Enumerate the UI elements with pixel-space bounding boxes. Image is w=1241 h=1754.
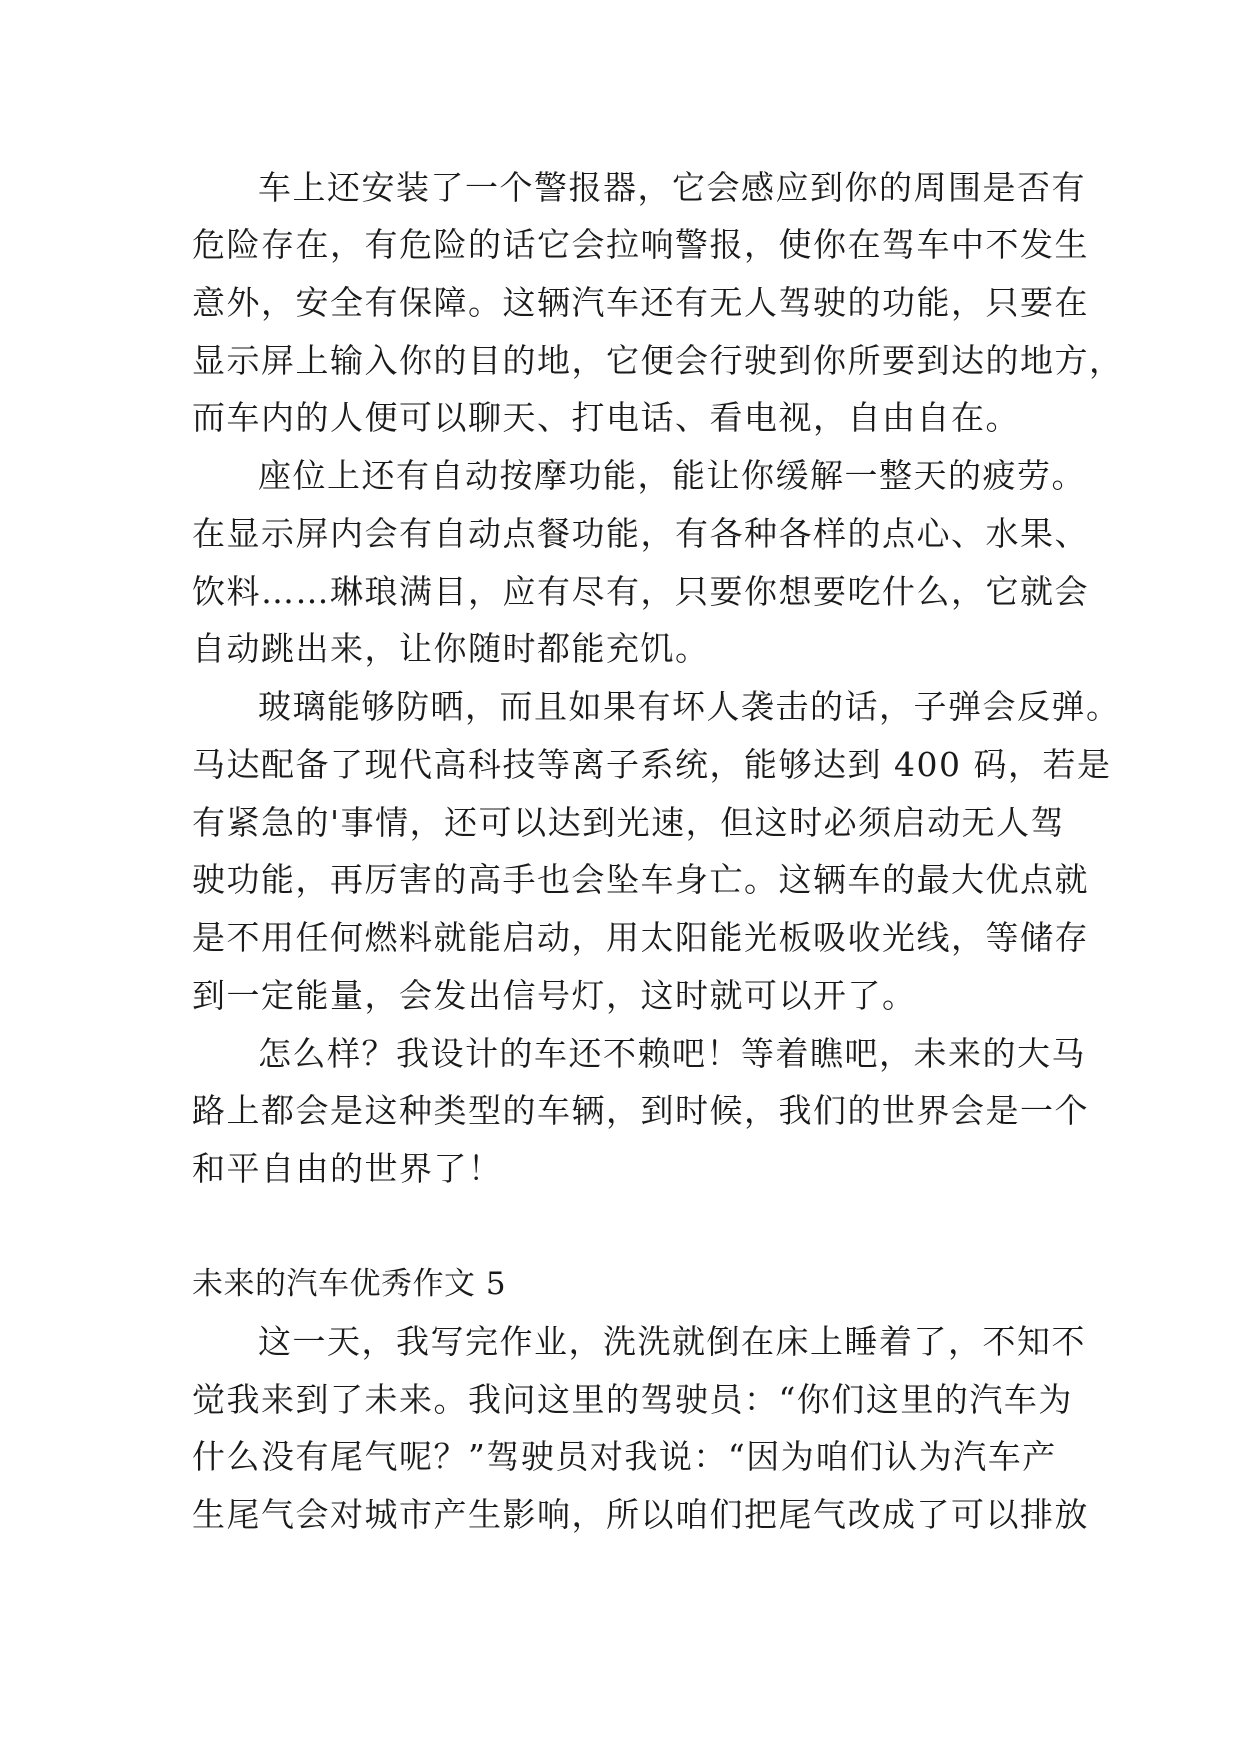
text-line: 觉我来到了未来。我问这里的驾驶员：“你们这里的汽车为 (192, 1380, 1073, 1419)
text-line: 在显示屏内会有自动点餐功能，有各种各样的点心、水果、 (192, 514, 1089, 553)
text-line: 驶功能，再厉害的高手也会坠车身亡。这辆车的最大优点就 (192, 860, 1089, 899)
text-line: 饮料……琳琅满目，应有尽有，只要你想要吃什么，它就会 (192, 572, 1089, 611)
text-line: 意外，安全有保障。这辆汽车还有无人驾驶的功能，只要在 (192, 283, 1089, 322)
text-line: 什么没有尾气呢？”驾驶员对我说：“因为咱们认为汽车产 (192, 1437, 1057, 1476)
text-line: 自动跳出来，让你随时都能充饥。 (192, 629, 710, 668)
text-line: 生尾气会对城市产生影响，所以咱们把尾气改成了可以排放 (192, 1495, 1089, 1534)
text-line: 玻璃能够防晒，而且如果有坏人袭击的话，子弹会反弹。 (258, 687, 1121, 726)
text-line: 而车内的人便可以聊天、打电话、看电视，自由自在。 (192, 398, 1020, 437)
text-line: 路上都会是这种类型的车辆，到时候，我们的世界会是一个 (192, 1091, 1089, 1130)
text-line: 危险存在，有危险的话它会拉响警报，使你在驾车中不发生 (192, 225, 1089, 264)
text-line: 是不用任何燃料就能启动，用太阳能光板吸收光线，等储存 (192, 918, 1089, 957)
text-line: 和平自由的世界了！ (192, 1149, 503, 1188)
text-line: 怎么样？我设计的车还不赖吧！等着瞧吧，未来的大马 (258, 1034, 1086, 1073)
text-line: 显示屏上输入你的目的地，它便会行驶到你所要到达的地方， (192, 341, 1124, 380)
section-title: 未来的汽车优秀作文 5 (192, 1266, 507, 1302)
text-line: 到一定能量，会发出信号灯，这时就可以开了。 (192, 976, 917, 1015)
text-line: 马达配备了现代高科技等离子系统，能够达到 400 码，若是 (192, 745, 1112, 784)
text-line: 座位上还有自动按摩功能，能让你缓解一整天的疲劳。 (258, 456, 1086, 495)
text-line: 有紧急的'事情，还可以达到光速，但这时必须启动无人驾 (192, 803, 1066, 842)
text-line: 车上还安装了一个警报器，它会感应到你的周围是否有 (258, 168, 1086, 207)
text-line: 这一天，我写完作业，洗洗就倒在床上睡着了，不知不 (258, 1322, 1086, 1361)
